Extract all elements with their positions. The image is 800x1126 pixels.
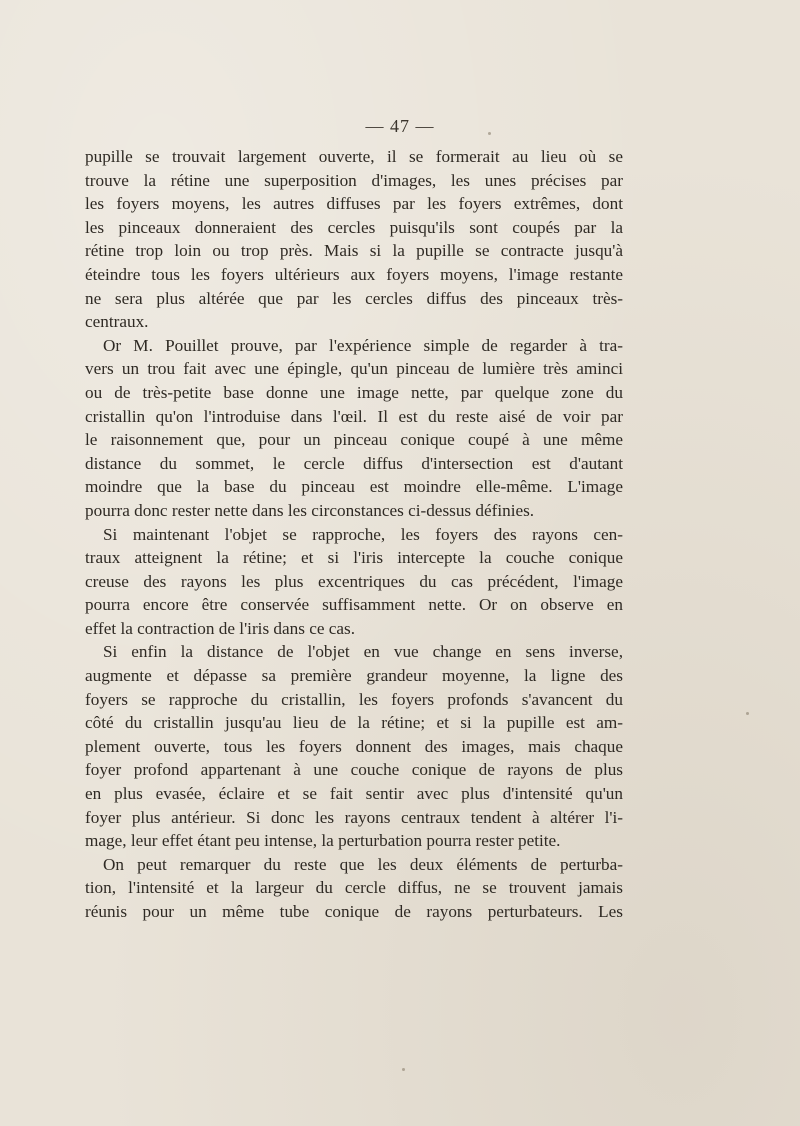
text-line: On peut remarquer du reste que les deux éléments de perturba- (103, 854, 623, 874)
text-line: réunis pour un même tube conique de rayons perturbateurs. Les (85, 902, 623, 921)
text-line: plement ouverte, tous les foyers donnent des images, mais chaque (85, 736, 623, 756)
text-line: côté du cristallin jusqu'au lieu de la rétine; et si la pupille est am- (85, 713, 623, 733)
body-text (85, 145, 623, 924)
text-line: foyer profond appartenant à une couche conique de rayons de plus (85, 760, 623, 780)
text-line: traux atteignent la rétine; et si l'iris intercepte la couche conique (85, 548, 623, 568)
text-line: centraux. (85, 312, 149, 332)
text-line: foyer plus antérieur. Si donc les rayons centraux tendent à altérer l'i- (85, 807, 623, 827)
text-line: tion, l'intensité et la largeur du cercle diffus, ne se trouvent jamais (85, 878, 623, 898)
paragraph-3 (85, 523, 623, 641)
paragraph-2 (85, 334, 623, 523)
text-line: creuse des rayons les plus excentriques du cas précédent, l'image (85, 571, 623, 591)
text-line: en plus evasée, éclaire et se fait sentir avec plus d'intensité qu'un (85, 784, 623, 804)
page-number: — 47 — (365, 116, 435, 136)
text-line: vers un trou fait avec une épingle, qu'un pinceau de lumière très aminci (85, 359, 623, 379)
text-line: effet la contraction de l'iris dans ce cas. (85, 618, 356, 638)
text-line: le raisonnement que, pour un pinceau conique coupé à une même (85, 430, 623, 450)
paper-speck (488, 132, 491, 135)
text-line: pourra donc rester nette dans les circonstances ci-dessus définies. (85, 500, 535, 520)
text-line: les foyers moyens, les autres diffuses par les foyers extrêmes, dont (85, 194, 623, 214)
text-line: éteindre tous les foyers ultérieurs aux foyers moyens, l'image restante (85, 264, 623, 284)
text-line: ou de très-petite base donne une image nette, par quelque zone du (85, 382, 623, 402)
text-line: rétine trop loin ou trop près. Mais si la pupille se contracte jusqu'à (85, 241, 623, 261)
paper-speck (746, 712, 749, 715)
paragraph-1 (85, 145, 623, 334)
text-line: trouve la rétine une superposition d'images, les unes précises par (85, 170, 623, 190)
text-line: pourra encore être conservée suffisamment nette. Or on observe en (85, 595, 623, 615)
text-line: pupille se trouvait largement ouverte, il se formerait au lieu où se (85, 147, 623, 166)
paragraph-5 (85, 853, 623, 924)
text-line: les pinceaux donneraient des cercles puisqu'ils sont coupés par la (85, 217, 623, 237)
paper-speck (402, 1068, 405, 1071)
text-line: distance du sommet, le cercle diffus d'intersection est d'autant (85, 453, 623, 473)
text-line: augmente et dépasse sa première grandeur moyenne, la ligne des (85, 666, 623, 686)
text-line: Si enfin la distance de l'objet en vue change en sens inverse, (103, 642, 623, 662)
text-line: Si maintenant l'objet se rapproche, les foyers des rayons cen- (103, 524, 623, 544)
text-line: cristallin qu'on l'introduise dans l'œil. Il est du reste aisé de voir par (85, 406, 623, 426)
text-line: moindre que la base du pinceau est moindre elle-même. L'image (85, 477, 623, 497)
text-line: ne sera plus altérée que par les cercles diffus des pinceaux très- (85, 288, 623, 308)
text-line: mage, leur effet étant peu intense, la perturbation pourra rester petite. (85, 831, 561, 851)
text-line: Or M. Pouillet prouve, par l'expérience simple de regarder à tra- (103, 335, 623, 355)
text-line: foyers se rapproche du cristallin, les foyers profonds s'avancent du (85, 689, 623, 709)
paragraph-4 (85, 640, 623, 852)
